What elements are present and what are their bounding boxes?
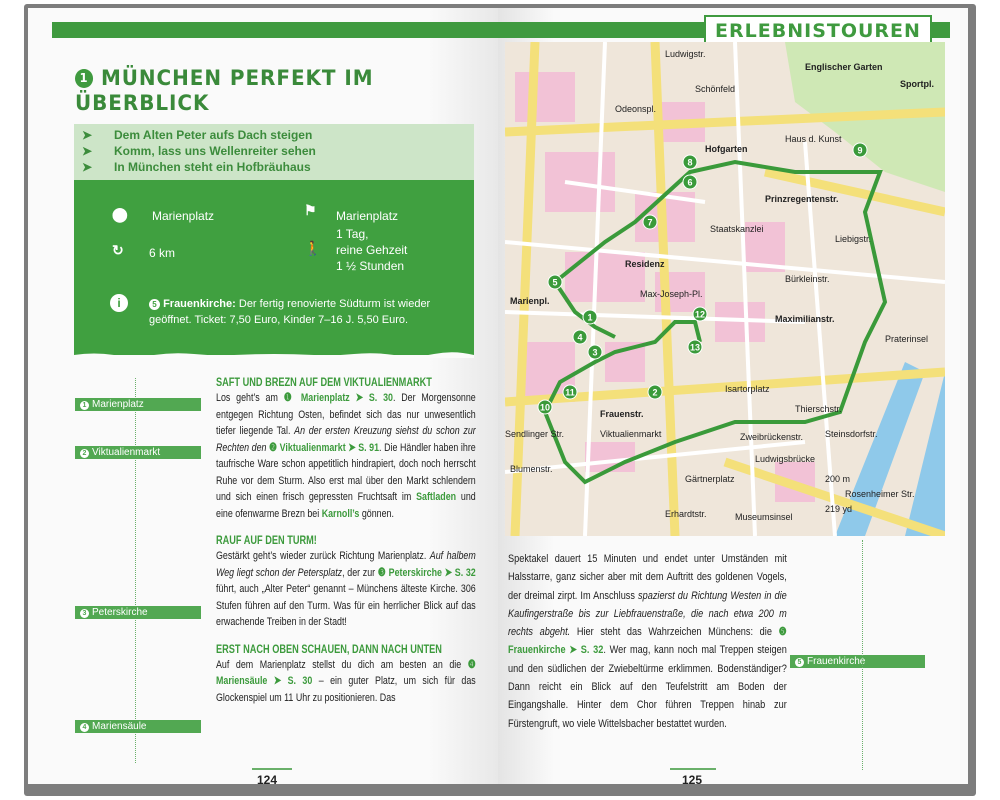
highlights-box: [74, 124, 474, 180]
page-title: 1 MÜNCHEN PERFEKT IM ÜBERBLICK: [75, 66, 374, 115]
map-label: Prinzregentenstr.: [765, 194, 839, 204]
map-label: Haus d. Kunst: [785, 134, 842, 144]
map-label: Sendlinger Str.: [505, 429, 565, 439]
page-number: 125: [682, 773, 703, 787]
map-label: Thierschstr.: [795, 404, 842, 414]
timeline-line: [135, 378, 136, 763]
text-column-right: [508, 550, 787, 733]
svg-text:2: 2: [652, 387, 658, 398]
paragraph: Spektakel dauert 15 Minuten und endet unter Umständen mit Halsstarre, ganz sicher aber mit dem Auftritt des goldenen Vogels, der dreimal zirpt. Im Anschluss spazierst du Richtung Westen in die Kaufingerstraße bis zur Liebfrauenstraße, die nach etwa 200 m rechts abgeht. Hier steht das Wahrzeichen Münchens: die ❺ Frauenkirche ➤ S. 32. Wer mag, kann noch mal Treppen steigen und den südlichen der Zwiebeltürme erklimmen. Bodenständiger? Dann reicht ein Blick auf den Teufelstritt am Boden der Eingangshalle. Hinter dem Chor führen Treppen hinab zur Fürstengruft, wo viele Wittelsbacher bestattet wurden.: [508, 553, 787, 730]
svg-text:7: 7: [647, 217, 653, 228]
map-label: Ludwigsbrücke: [755, 454, 816, 464]
route-stop-12: [693, 307, 707, 321]
map-label: Residenz: [625, 259, 665, 269]
walking-person-icon: 🚶: [304, 240, 322, 256]
map-label: Schönfeld: [695, 84, 736, 94]
side-label-mariensaeule: 4 Mariensäule: [75, 720, 201, 733]
svg-text:12: 12: [694, 309, 706, 320]
map-label: 200 m: [825, 474, 851, 484]
map-label: Steinsdorfstr.: [825, 429, 878, 439]
torn-edge: [74, 352, 474, 358]
route-stop-13: [688, 340, 702, 354]
svg-text:9: 9: [857, 145, 863, 156]
highlight-item: ➤ In München steht ein Hofbräuhaus: [82, 160, 311, 174]
map-label: Gärtnerplatz: [685, 474, 735, 484]
loop-icon: ↻: [112, 242, 124, 258]
map-label: Sportpl.: [900, 79, 934, 89]
route-stop-11: [563, 385, 577, 399]
map-label: Erhardtstr.: [665, 509, 707, 519]
page-number: 124: [257, 773, 278, 787]
arrow-icon: ➤: [82, 144, 93, 158]
map-label: 219 yd: [825, 504, 853, 514]
duration: 1 Tag, reine Gehzeit 1 ½ Stunden: [336, 227, 408, 273]
route-stop-1: [583, 310, 597, 324]
section-heading: RAUF AUF DEN TURM!: [216, 533, 317, 547]
arrow-icon: ➤: [82, 128, 93, 142]
section-header: ERLEBNISTOUREN: [704, 15, 932, 47]
timeline-line-right: [862, 540, 863, 770]
map-label: Museumsinsel: [735, 512, 793, 522]
paragraph: Auf dem Marienplatz stellst du dich am besten an die ❹ Mariensäule ➤ S. 30 – ein guter Platz, um sich für das Glockenspiel um 11 Uhr zu positionieren. Das: [216, 658, 476, 704]
page-number-rule: [670, 768, 716, 770]
highlight-item: ➤ Komm, lass uns Wellenreiter sehen: [82, 144, 316, 158]
route-stop-4: [573, 330, 587, 344]
info-note: 5 Frauenkirche: Der fertig renovierte Südturm ist wieder geöffnet. Ticket: 7,50 Euro, Kinder 7–16 J. 5,50 Euro.: [149, 298, 431, 326]
side-label-peterskirche: 3 Peterskirche: [75, 606, 201, 619]
side-label-marienplatz: 1 Marienplatz: [75, 398, 201, 411]
map-label: Hofgarten: [705, 144, 748, 154]
finish-point: Marienplatz: [336, 209, 399, 223]
map-label: Praterinsel: [885, 334, 929, 344]
svg-text:4: 4: [577, 332, 583, 343]
map-label: Liebigstr.: [835, 234, 872, 244]
svg-text:5: 5: [552, 277, 558, 288]
tour-number-badge: 1: [75, 69, 93, 88]
route-stop-8: [683, 155, 697, 169]
svg-text:8: 8: [687, 157, 693, 168]
start-point: Marienplatz: [152, 209, 215, 223]
side-label-viktualienmarkt: 2 Viktualienmarkt: [75, 446, 201, 459]
page-number-rule: [252, 768, 292, 770]
tour-map: [505, 42, 945, 536]
map-label: Maximilianstr.: [775, 314, 835, 324]
map-label: Bürkleinstr.: [785, 274, 830, 284]
location-pin-icon: ⬤: [112, 206, 128, 222]
route-stop-7: [643, 215, 657, 229]
highlight-item: ➤ Dem Alten Peter aufs Dach steigen: [82, 128, 313, 142]
arrow-icon: ➤: [82, 160, 93, 174]
info-icon: i: [110, 294, 128, 312]
map-label: Odeonspl.: [615, 104, 657, 114]
map-label: Marienpl.: [510, 296, 550, 306]
map-label: Isartorplatz: [725, 384, 770, 394]
map-label: Ludwigstr.: [665, 49, 706, 59]
svg-text:11: 11: [565, 387, 575, 398]
text-column-left: [216, 374, 476, 706]
svg-text:13: 13: [689, 342, 701, 353]
route-stop-9: [853, 143, 867, 157]
svg-text:10: 10: [539, 402, 551, 413]
map-label: Blumenstr.: [510, 464, 553, 474]
map-label: Staatskanzlei: [710, 224, 764, 234]
route-stop-2: [648, 385, 662, 399]
map-label: Zweibrückenstr.: [740, 432, 804, 442]
section-heading: SAFT UND BREZN AUF DEM VIKTUALIENMARKT: [216, 375, 432, 389]
map-label: Max-Joseph-Pl.: [640, 289, 703, 299]
route-stop-5: [548, 275, 562, 289]
svg-text:6: 6: [687, 177, 693, 188]
section-heading: ERST NACH OBEN SCHAUEN, DANN NACH UNTEN: [216, 641, 442, 656]
route-stop-10: [538, 400, 552, 414]
paragraph: Los geht’s am ❶ Marienplatz ➤ S. 30. Der Morgensonne entgegen Richtung Osten, befindet sich das nur unwesentlich tiefer liegende Tal. An der ersten Kreuzung siehst du schon zur Rechten den ❷ Viktualienmarkt ➤ S. 91. Die Händler haben ihre taufrische Ware schon appetitlich hindrapiert, doch noch herrscht Ruhe vor dem Sturm. Also erst mal über den Markt schlendern und sich einen frisch gepressten Fruchtsaft im Saftladen und eine ofenwarme Brezn bei Karnoll’s gönnen.: [216, 392, 476, 520]
distance: 6 km: [149, 246, 176, 260]
map-label: Viktualienmarkt: [600, 429, 662, 439]
route-stop-6: [683, 175, 697, 189]
map-label: Englischer Garten: [805, 62, 883, 72]
route-stop-3: [588, 345, 602, 359]
top-bar-left: [52, 22, 498, 38]
tour-info-box: [74, 180, 474, 355]
map-label: Frauenstr.: [600, 409, 644, 419]
map-label: Rosenheimer Str.: [845, 489, 915, 499]
side-label-frauenkirche: 5 Frauenkirche: [790, 655, 925, 668]
paragraph: Gestärkt geht’s wieder zurück Richtung Marienplatz. Auf halbem Weg liegt schon der Petersplatz, der zur ❸ Peterskirche ➤ S. 32 führt, auch „Alter Peter“ genannt – Münchens älteste Kirche. 306 Stufen führen auf den Turm. Was für ein herrlicher Blick auf das erwachende Treiben in der Stadt!: [216, 550, 476, 628]
svg-text:3: 3: [592, 347, 598, 358]
svg-text:1: 1: [587, 312, 593, 323]
finish-flag-icon: ⚑: [304, 202, 317, 218]
